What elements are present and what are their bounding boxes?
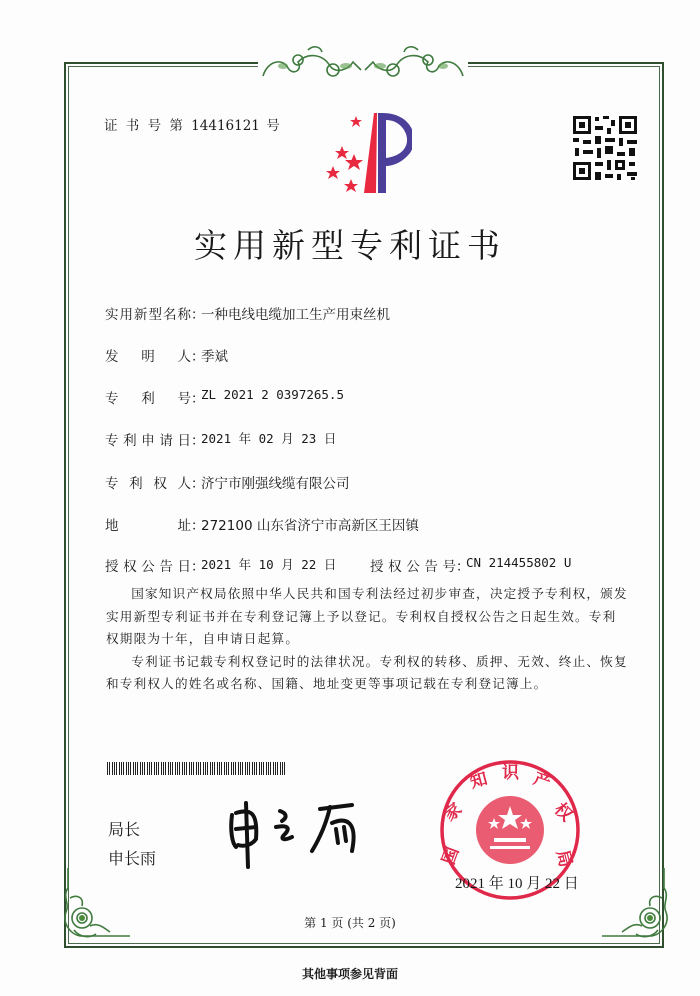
notice-paragraph-1: 国家知识产权局依照中华人民共和国专利法经过初步审查，决定授予专利权，颁发实用新型专利证书并在专利登记簿上予以登记。专利权自授权公告之日起生效。专利权期限为十年，自申请日起算。 xyxy=(106,586,628,646)
notice-paragraph-2: 专利证书记载专利权登记时的法律状况。专利权的转移、质押、无效、终止、恢复和专利权人的姓名或名称、国籍、地址变更等事项记载在专利登记簿上。 xyxy=(106,653,628,691)
field-value: 2021 年 02 月 23 日 xyxy=(201,431,337,446)
svg-text:家: 家 xyxy=(440,799,466,826)
field-value: 季斌 xyxy=(201,349,228,365)
field-label: 专利权人 xyxy=(105,476,191,492)
certificate-number-label: 证 书 号 第 xyxy=(104,118,185,134)
field-label: 专利申请日 xyxy=(105,433,191,449)
cnipa-logo-icon xyxy=(312,108,412,193)
field-patent-number: 专利号 ： ZL 2021 2 0397265.5 xyxy=(105,387,344,407)
svg-text:国: 国 xyxy=(438,844,464,868)
field-address: 地址 ： 272100 山东省济宁市高新区王因镇 xyxy=(105,514,419,534)
field-inventor: 发明人 ： 季斌 xyxy=(105,345,228,365)
field-value: 2021 年 10 月 22 日 xyxy=(201,557,337,572)
field-value: CN 214455802 U xyxy=(466,555,572,570)
field-grant-date: 授权公告日 ： 2021 年 10 月 22 日 xyxy=(105,557,337,575)
field-label: 地址 xyxy=(105,518,191,534)
bottom-right-ornament-icon xyxy=(602,868,672,943)
certificate-title: 实用新型专利证书 xyxy=(194,226,506,265)
page-indicator: 第 1 页 (共 2 页) xyxy=(304,916,396,930)
svg-text:局: 局 xyxy=(551,847,576,870)
svg-text:知: 知 xyxy=(467,768,490,793)
field-value: 济宁市刚强线缆有限公司 xyxy=(201,476,350,492)
svg-text:产: 产 xyxy=(530,768,554,794)
field-utility-model-name: 实用新型名称 ： 一种电线电缆加工生产用束丝机 xyxy=(105,303,390,323)
field-label: 发明人 xyxy=(105,349,191,365)
signature-icon xyxy=(222,795,372,870)
bottom-left-ornament-icon xyxy=(60,868,130,943)
certificate-number-value: 14416121 xyxy=(191,118,260,134)
top-ornament-icon xyxy=(258,40,468,82)
field-grant-number: 授权公告号 ： CN 214455802 U xyxy=(370,555,572,575)
barcode xyxy=(107,762,287,775)
field-application-date: 专利申请日 ： 2021 年 02 月 23 日 xyxy=(105,431,337,449)
field-label: 实用新型名称 xyxy=(105,307,191,323)
director-title: 局长 xyxy=(108,820,141,839)
svg-text:识: 识 xyxy=(502,763,519,783)
qr-code-icon xyxy=(571,114,639,182)
director-name: 申长雨 xyxy=(108,849,157,868)
certificate-number xyxy=(104,114,282,134)
certificate-number-suffix: 号 xyxy=(266,118,282,134)
field-value: ZL 2021 2 0397265.5 xyxy=(201,387,344,402)
field-value: 272100 山东省济宁市高新区王因镇 xyxy=(201,518,419,534)
legal-notice xyxy=(106,583,630,696)
field-value: 一种电线电缆加工生产用束丝机 xyxy=(201,307,390,323)
field-patentee: 专利权人 ： 济宁市刚强线缆有限公司 xyxy=(105,472,350,492)
svg-text:权: 权 xyxy=(549,799,577,826)
field-label: 授权公告号 xyxy=(370,559,456,575)
see-reverse-note: 其他事项参见背面 xyxy=(301,967,398,981)
seal-date: 2021 年 10 月 22 日 xyxy=(455,876,579,892)
field-label: 授权公告日 xyxy=(105,559,191,575)
field-label: 专利号 xyxy=(105,391,191,407)
